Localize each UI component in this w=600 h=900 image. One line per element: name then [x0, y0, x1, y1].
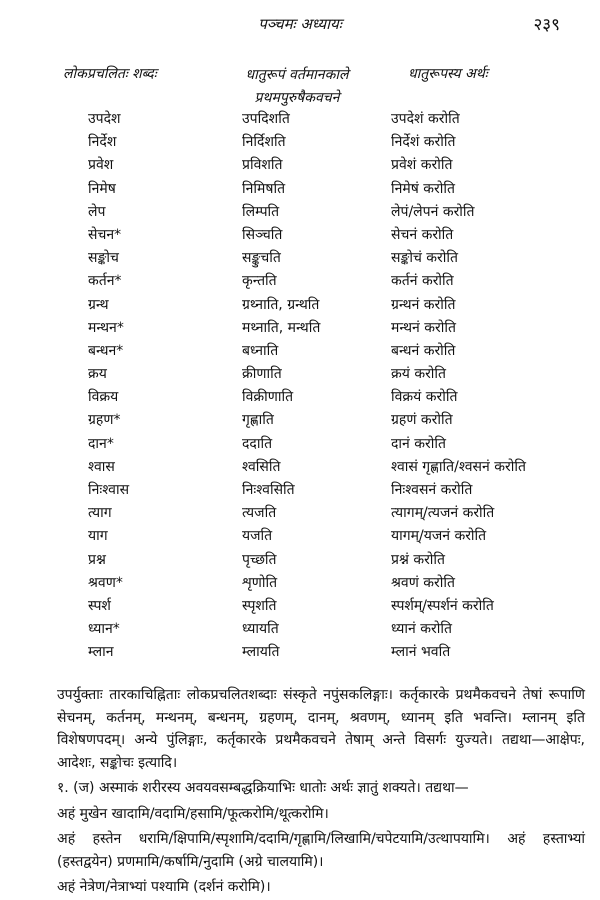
cell-meaning: ग्रहणं करोति: [391, 412, 453, 429]
cell-word: प्रवेश: [88, 157, 114, 174]
column-header-meaning: धातुरूपस्य अर्थः: [408, 66, 488, 82]
cell-form: स्पृशति: [242, 597, 277, 614]
table-row: [0, 641, 600, 664]
cell-word: श्रवण*: [88, 574, 123, 591]
cell-meaning: प्रवेशं करोति: [391, 157, 453, 174]
cell-form: ददाति: [242, 435, 273, 452]
cell-form: गृह्णाति: [242, 412, 274, 429]
table-row: [0, 572, 600, 595]
table-row: [0, 178, 600, 201]
table-row: [0, 433, 600, 456]
cell-word: निर्देश: [88, 134, 117, 151]
cell-meaning: उपदेशं करोति: [391, 111, 460, 127]
cell-word: ग्रन्थ: [88, 296, 109, 313]
table-row: [0, 340, 600, 363]
cell-word: कर्तन*: [88, 273, 122, 290]
cell-word: मन्थन*: [88, 319, 124, 336]
page-number: २३९: [533, 15, 560, 35]
cell-form: निःश्वसिति: [242, 482, 295, 498]
cell-word: दान*: [88, 435, 114, 452]
cell-word: उपदेश: [88, 111, 121, 127]
cell-form: क्रीणाति: [242, 366, 282, 383]
cell-form: निमिषति: [242, 180, 286, 197]
notes-section: [57, 684, 585, 899]
cell-word: क्रय: [88, 366, 107, 383]
cell-meaning: प्रश्नं करोति: [391, 551, 446, 568]
table-row: [0, 131, 600, 154]
cell-word: ग्रहण*: [88, 412, 121, 429]
cell-meaning: निर्देशं करोति: [391, 134, 456, 151]
cell-meaning: लेपं/लेपनं करोति: [391, 203, 475, 220]
table-row: [0, 479, 600, 502]
cell-meaning: म्लानं भवति: [391, 644, 451, 661]
table-row: [0, 270, 600, 293]
cell-word: स्पर्श: [88, 597, 111, 614]
cell-form: कृन्तति: [242, 273, 277, 290]
cell-meaning: श्वासं गृह्णाति/श्वसनं करोति: [391, 458, 526, 475]
cell-form: श्वसिति: [242, 458, 281, 475]
cell-word: लेप: [88, 203, 106, 220]
cell-form: सिञ्चति: [242, 226, 283, 243]
cell-form: ग्रथ्नाति, ग्रन्थति: [242, 296, 320, 313]
table-row: [0, 456, 600, 479]
cell-form: लिम्पति: [242, 203, 280, 220]
cell-meaning: मन्थनं करोति: [391, 319, 456, 336]
cell-word: त्याग: [88, 505, 112, 522]
table-row: [0, 595, 600, 618]
note-paragraph: १. (ज) अस्माकं शरीरस्य अवयवसम्बद्धक्रियाभिः धातोः अर्थः ज्ञातुं शक्यते। तद्यथा—: [57, 780, 469, 796]
cell-word: श्वास: [88, 458, 115, 475]
note-paragraph: अहं हस्तेन धरामि/क्षिपामि/स्पृशामि/ददामि/गृह्णामि/लिखामि/चपेटयामि/उत्थापयामि। अहं हस्ताभ्यां (हस्तद्वयेन) प्रणमामि/कर्षामि/नुदामि (अग्रे चालयामि)।: [57, 831, 585, 870]
cell-word: सङ्कोच: [88, 250, 119, 267]
cell-form: सङ्कुचति: [242, 250, 281, 267]
cell-form: बध्नाति: [242, 342, 279, 359]
cell-word: प्रश्न: [88, 551, 106, 568]
table-row: [0, 502, 600, 525]
cell-word: निमेष: [88, 180, 116, 197]
table-row: [0, 363, 600, 386]
cell-word: विक्रय: [88, 389, 119, 406]
table-row: [0, 154, 600, 177]
cell-form: उपदिशति: [242, 111, 290, 127]
cell-meaning: श्रवणं करोति: [391, 574, 455, 591]
cell-word: ध्यान*: [88, 621, 120, 638]
cell-meaning: सेचनं करोति: [391, 226, 454, 243]
note-paragraph: अहं नेत्रेण/नेत्राभ्यां पश्यामि (दर्शनं करोमि)।: [57, 879, 271, 895]
word-table: [0, 108, 600, 665]
column-header-dhaturupa-line2: प्रथमपुरुषैकवचने: [254, 90, 340, 106]
cell-form: त्यजति: [242, 505, 277, 522]
table-row: [0, 108, 600, 131]
cell-meaning: सङ्कोचं करोति: [391, 250, 459, 267]
cell-form: म्लायति: [242, 644, 280, 661]
cell-meaning: ग्रन्थनं करोति: [391, 296, 456, 313]
note-paragraph: अहं मुखेन खादामि/वदामि/हसामि/फूत्करोमि/थूत्करोमि।: [57, 805, 329, 822]
cell-word: याग: [88, 528, 108, 545]
cell-word: म्लान: [88, 644, 114, 661]
cell-word: सेचन*: [88, 226, 122, 243]
cell-form: विक्रीणाति: [242, 389, 294, 406]
column-header-dhaturupa-line1: धातुरूपं वर्तमानकाले: [245, 67, 349, 83]
table-row: [0, 224, 600, 247]
chapter-title: पञ्चमः अध्यायः: [258, 15, 342, 33]
note-paragraph: उपर्युक्ताः तारकाचिह्निताः लोकप्रचलितशब्दाः संस्कृते नपुंसकलिङ्गाः। कर्तृकारके प्रथमैकवचने तेषां रूपाणि सेचनम्, कर्तनम्, मन्थनम्, बन्धनम्, ग्रहणम्, दानम्, श्रवणम्, ध्यानम् इति भवन्ति। म्लानम् इति विशेषणपदम्। अन्ये पुंलिङ्गाः, कर्तृकारके प्रथमैकवचने तेषाम् अन्ते विसर्गः युज्यते। तद्यथा—आक्षेपः, आदेशः, सङ्कोचः इत्यादि।: [57, 687, 585, 771]
cell-form: निर्दिशति: [242, 134, 286, 151]
table-row: [0, 386, 600, 409]
table-row: [0, 618, 600, 641]
cell-word: निःश्वास: [88, 482, 130, 498]
cell-word: बन्धन*: [88, 342, 124, 359]
cell-meaning: क्रयं करोति: [391, 366, 447, 383]
cell-form: पृच्छति: [242, 551, 277, 568]
table-row: [0, 247, 600, 270]
table-row: [0, 201, 600, 224]
table-row: [0, 525, 600, 548]
table-row: [0, 294, 600, 317]
cell-form: मथ्नाति, मन्थति: [242, 319, 321, 336]
table-row: [0, 549, 600, 572]
cell-meaning: दानं करोति: [391, 435, 446, 452]
running-head: [0, 12, 600, 36]
column-header-word: लोकप्रचलितः शब्दः: [63, 66, 157, 82]
cell-meaning: निःश्वसनं करोति: [391, 482, 473, 498]
cell-meaning: स्पर्शम्/स्पर्शनं करोति: [391, 597, 494, 614]
table-row: [0, 317, 600, 340]
cell-form: ध्यायति: [242, 621, 279, 638]
cell-meaning: निमेषं करोति: [391, 180, 456, 197]
cell-meaning: यागम्/यजनं करोति: [391, 528, 487, 545]
cell-meaning: विक्रयं करोति: [391, 389, 458, 406]
table-row: [0, 409, 600, 432]
column-header-dhaturupa: [222, 64, 372, 110]
cell-meaning: त्यागम्/त्यजनं करोति: [391, 505, 495, 522]
cell-meaning: बन्धनं करोति: [391, 342, 456, 359]
cell-meaning: ध्यानं करोति: [391, 621, 452, 638]
cell-meaning: कर्तनं करोति: [391, 273, 454, 290]
cell-form: शृणोति: [242, 574, 278, 591]
cell-form: प्रविशति: [242, 157, 283, 174]
cell-form: यजति: [242, 528, 273, 545]
table-header: [0, 62, 600, 108]
